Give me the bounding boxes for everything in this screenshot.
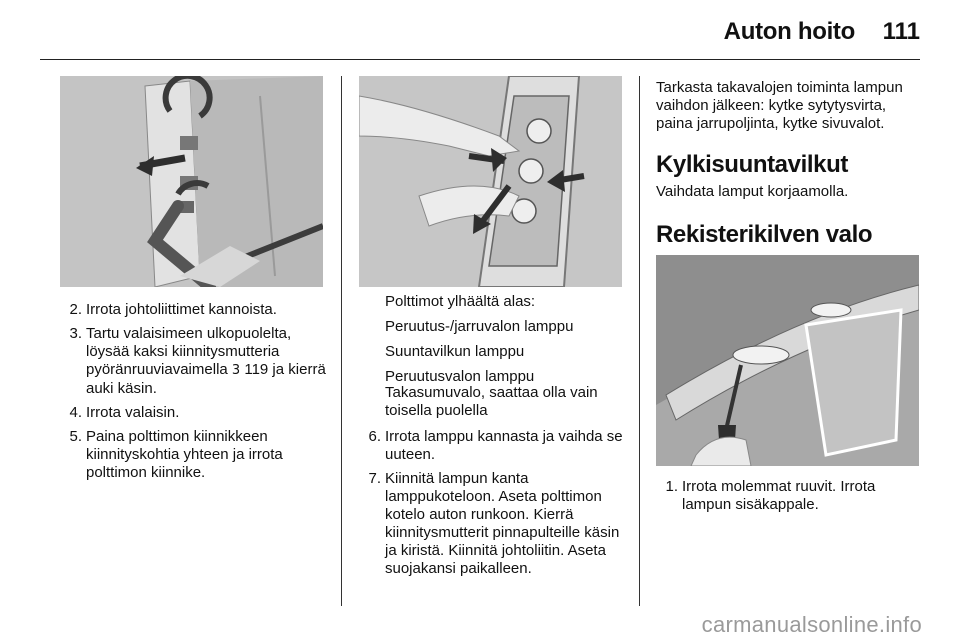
list-item — [656, 478, 926, 514]
step-number: 6. — [368, 428, 381, 445]
check-lights-text: Tarkasta takavalojen toiminta lampun vaihdon jälkeen: kytke sytytysvirta, paina jarrupoljinta, kytke sivuvalot. — [656, 79, 903, 132]
side-indicators-text: Vaihdata lamput korjaamolla. — [656, 183, 849, 200]
step-text: Irrota lamppu kannasta ja vaihda se uuteen. — [385, 428, 623, 463]
step-number: 4. — [69, 404, 82, 421]
header-divider — [40, 59, 920, 60]
figure-license-plate-light — [656, 255, 919, 466]
step-text: Irrota molemmat ruuvit. Irrota lampun sisäkappale. — [682, 478, 876, 513]
replacement-steps-list — [359, 428, 627, 584]
list-item — [359, 470, 627, 578]
step-text: Kiinnitä lampun kanta lamppukoteloon. Aseta polttimon kotelo auton runkoon. Kierrä kiinnitysmutterit pinnapulteille käsin ja kiristä. Kiinnitä johtoliitin. Aseta suojakansi paikalleen. — [385, 470, 620, 577]
figure-bulb-holder — [359, 76, 622, 287]
removal-steps-list — [60, 301, 330, 488]
list-item — [60, 428, 330, 482]
figure-taillight-removal — [60, 76, 323, 287]
step-number: 2. — [69, 301, 82, 318]
list-item — [60, 325, 330, 398]
step-number: 5. — [69, 428, 82, 445]
license-plate-light-illustration — [656, 255, 919, 466]
license-plate-steps-list — [656, 478, 926, 520]
bulb-item: Suuntavilkun lamppu — [385, 343, 525, 360]
step-number: 3. — [69, 325, 82, 342]
bulbs-intro: Polttimot ylhäältä alas: — [385, 293, 536, 310]
page-reference-icon: 3 — [231, 363, 241, 378]
section-title-side-indicators: Kylkisuuntavilkut — [656, 151, 848, 178]
bulb-item: Peruutus-/jarruvalon lamppu — [385, 318, 574, 335]
step-text-continued: 119 ja kierrä auki käsin. — [86, 361, 326, 397]
watermark-text: carmanualsonline.info — [701, 612, 922, 637]
column-divider-1 — [341, 76, 342, 606]
step-text: Tartu valaisimeen ulkopuolelta, löysää kaksi kiinnitysmutteria pyöränruuviavaimella — [86, 325, 292, 378]
bulb-item: Peruutusvalon lamppu — [385, 368, 535, 385]
section-header-title: Auton hoito — [723, 18, 855, 45]
bulb-holder-illustration — [359, 76, 622, 287]
step-text: Paina polttimon kiinnikkeen kiinnityskohtia yhteen ja irrota polttimon kiinnike. — [86, 428, 283, 481]
column-divider-2 — [639, 76, 640, 606]
taillight-removal-illustration — [60, 76, 323, 287]
section-title-license-plate-light: Rekisterikilven valo — [656, 221, 873, 248]
step-number: 7. — [368, 470, 381, 487]
list-item — [359, 428, 627, 464]
page-number: 111 — [882, 18, 920, 45]
step-number: 1. — [665, 478, 678, 495]
bulb-item: Takasumuvalo, saattaa olla vain toisella puolella — [385, 384, 598, 419]
step-text: Irrota johtoliittimet kannoista. — [86, 301, 277, 318]
step-text: Irrota valaisin. — [86, 404, 180, 421]
list-item — [60, 301, 330, 319]
list-item — [60, 404, 330, 422]
